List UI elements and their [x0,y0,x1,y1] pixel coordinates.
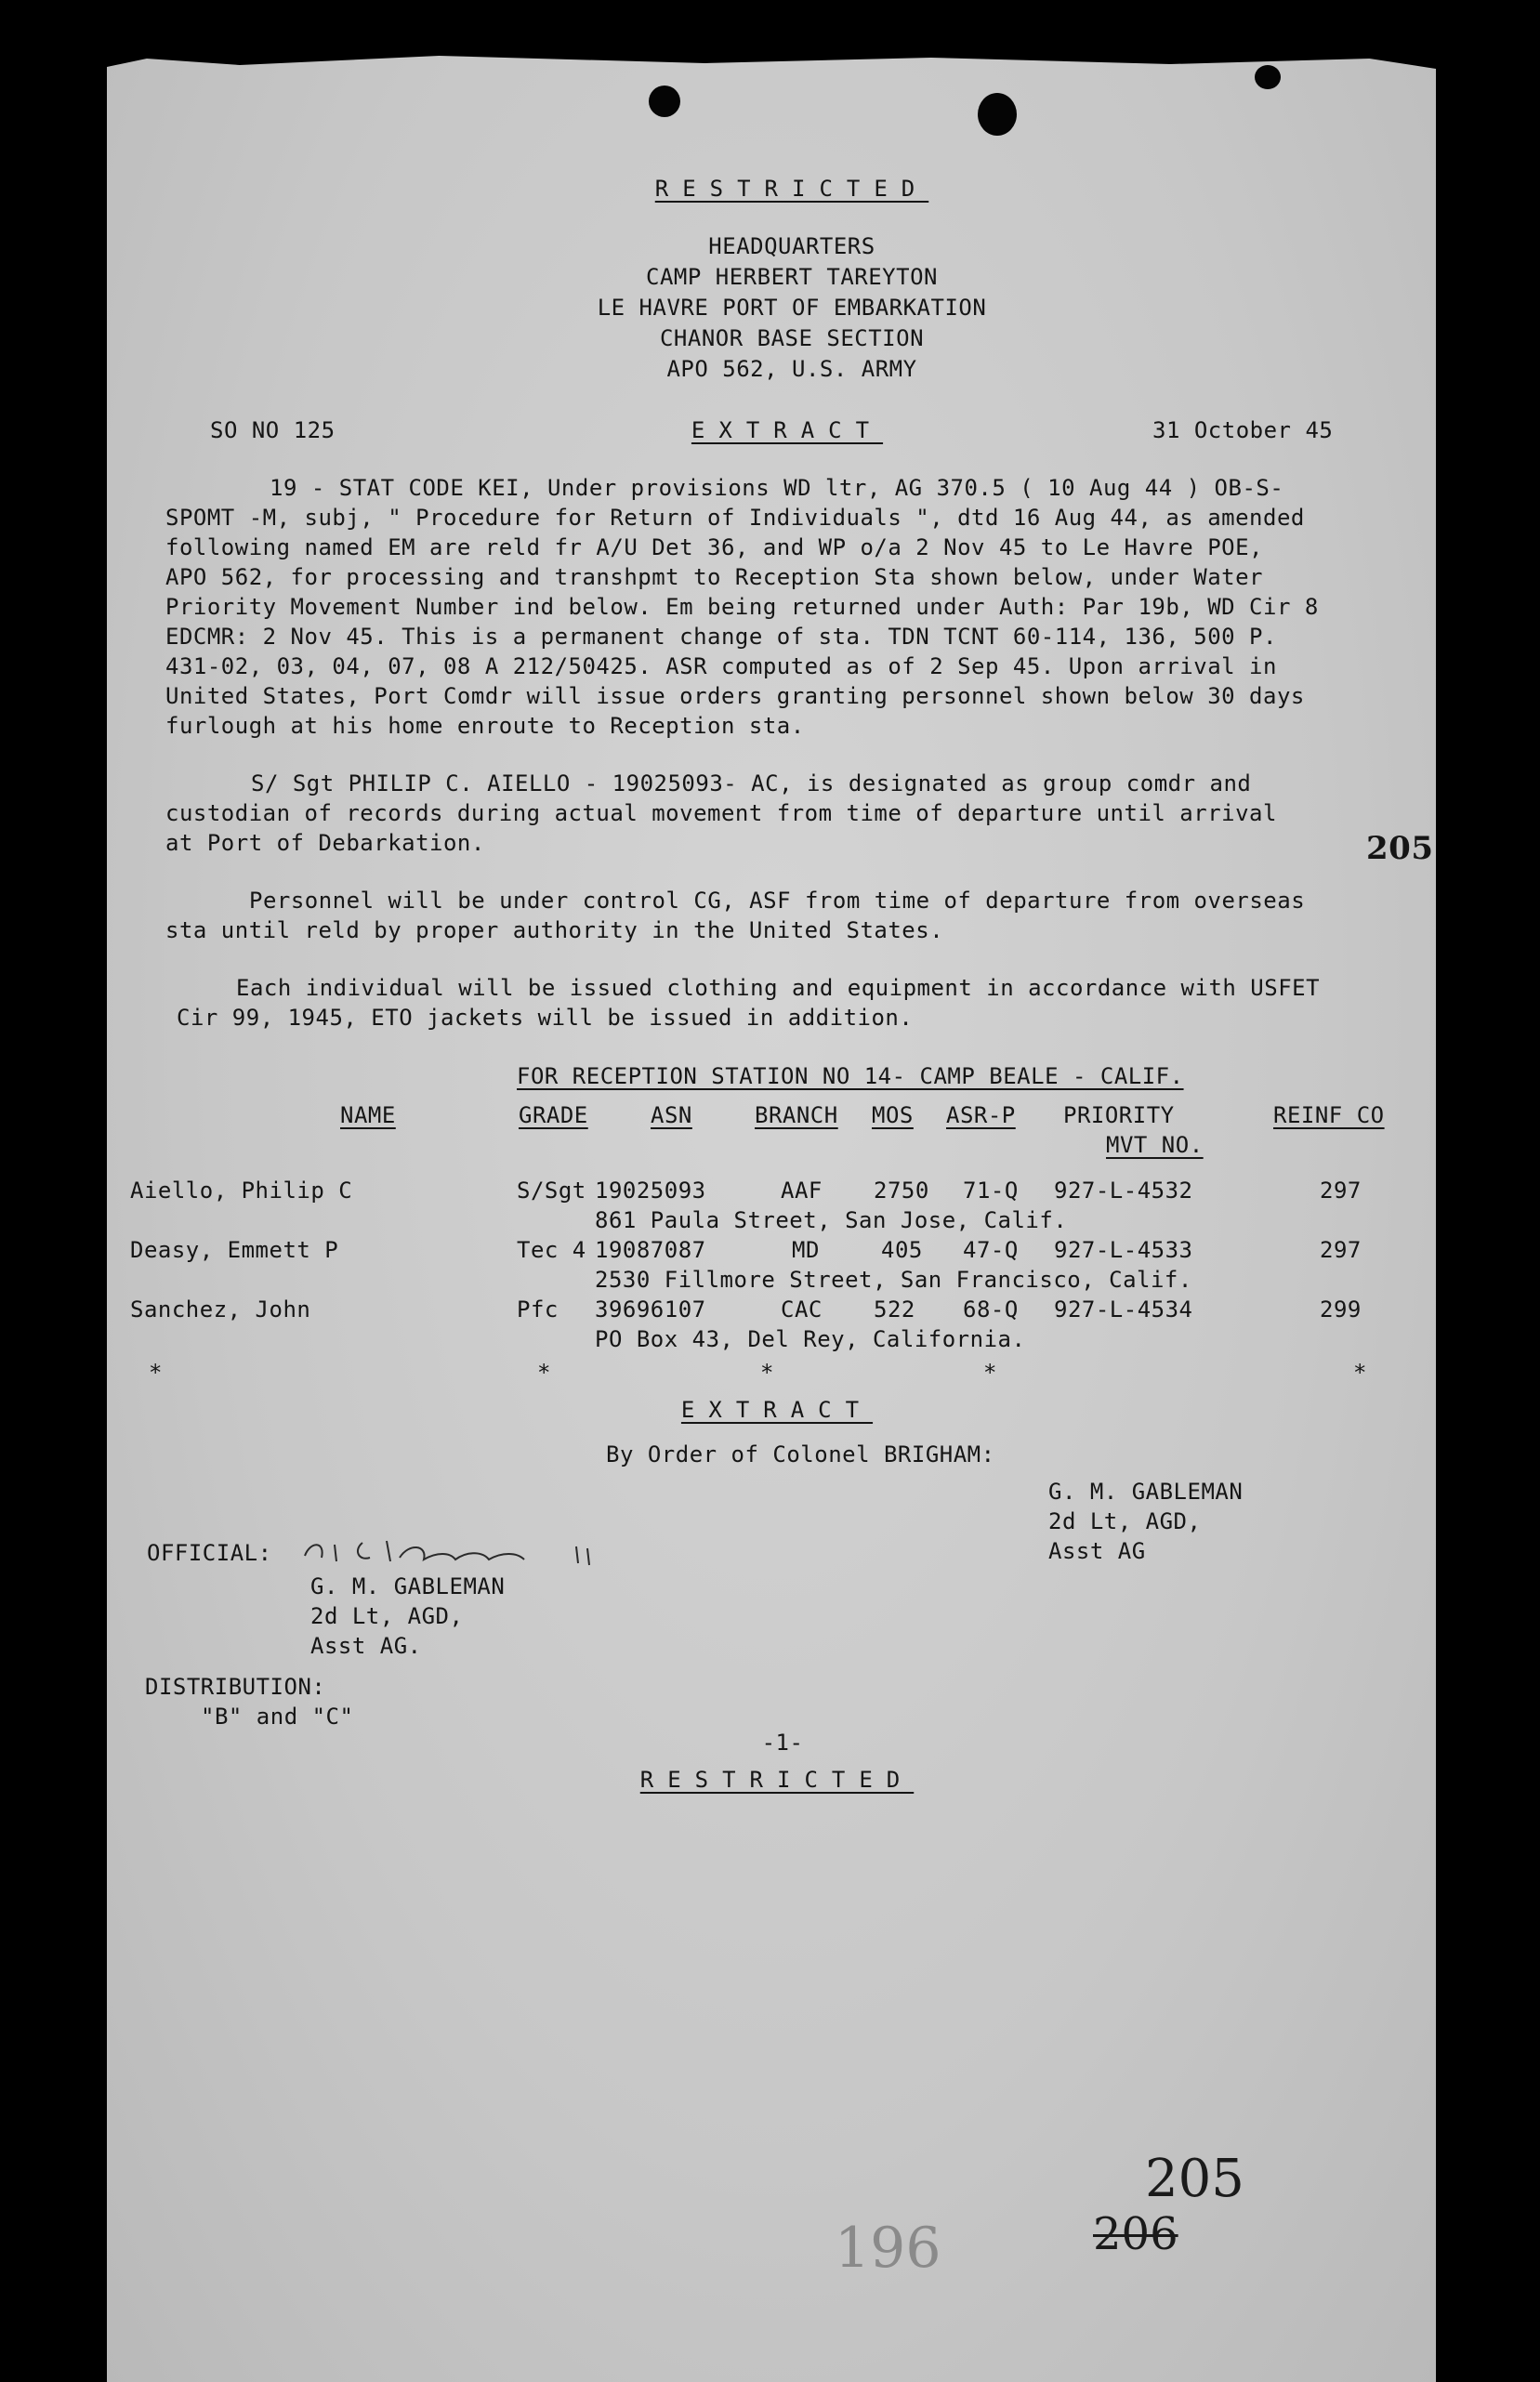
paragraph-line: Personnel will be under control CG, ASF from time of departure from overseas [249,888,1306,914]
order-date: 31 October 45 [1152,417,1334,443]
hq-line: LE HAVRE PORT OF EMBARKATION [597,295,987,321]
punch-hole [978,93,1017,136]
asterisk: * [537,1360,551,1386]
paragraph-line: custodian of records during actual movement from time of departure until arrival [165,800,1277,826]
table-cell: 299 [1320,1296,1362,1323]
column-header-branch: BRANCH [755,1102,838,1128]
handwritten-signature [297,1524,604,1580]
paragraph-line: sta until reld by proper authority in the United States. [165,917,944,943]
column-header-priority: PRIORITY [1063,1102,1175,1128]
table-cell: 405 [881,1237,923,1263]
paragraph-line: 431-02, 03, 04, 07, 08 A 212/50425. ASR computed as of 2 Sep 45. Upon arrival in [165,653,1277,679]
paragraph-line: at Port of Debarkation. [165,830,485,856]
official-line: 2d Lt, AGD, [310,1603,464,1629]
official-line: G. M. GABLEMAN [310,1573,506,1599]
table-cell: 71-Q [963,1178,1019,1204]
signer-line: 2d Lt, AGD, [1048,1508,1202,1534]
column-header-mos: MOS [872,1102,914,1128]
table-cell: 39696107 [595,1296,706,1323]
classification-bottom: RESTRICTED [639,1767,915,1793]
table-cell: Tec 4 [517,1237,586,1263]
faint-handwritten-number: 196 [835,2216,941,2281]
table-cell-address: PO Box 43, Del Rey, California. [595,1326,1026,1352]
asterisk: * [983,1360,997,1386]
table-cell-address: 861 Paula Street, San Jose, Calif. [595,1207,1068,1233]
table-cell: CAC [781,1296,823,1323]
hq-line: APO 562, U.S. ARMY [666,356,917,382]
column-header-reinf: REINF CO [1273,1102,1385,1128]
paragraph-line: S/ Sgt PHILIP C. AIELLO - 19025093- AC, is designated as group comdr and [251,770,1252,796]
column-header-asr: ASR-P [946,1102,1016,1128]
distribution-value: "B" and "C" [201,1704,354,1730]
extract-title: EXTRACT [691,417,884,443]
hq-line: CAMP HERBERT TAREYTON [646,264,938,290]
paragraph-line: furlough at his home enroute to Reception sta. [165,713,805,739]
handwritten-page-number: 205 [1145,2149,1244,2209]
paragraph-line: Priority Movement Number ind below. Em being returned under Auth: Par 19b, WD Cir 8 [165,594,1319,620]
paragraph-line: SPOMT -M, subj, " Procedure for Return of Individuals ", dtd 16 Aug 44, as amended [165,505,1305,531]
paragraph-line: Each individual will be issued clothing and equipment in accordance with USFET [236,975,1321,1001]
column-header-name: NAME [340,1102,396,1128]
table-cell: 927-L-4532 [1054,1178,1193,1204]
table-cell: MD [792,1237,820,1263]
classification-top: RESTRICTED [654,176,929,202]
order-number: SO NO 125 [210,417,336,443]
paragraph-line: EDCMR: 2 Nov 45. This is a permanent change of sta. TDN TCNT 60-114, 136, 500 P. [165,624,1277,650]
by-order-line: By Order of Colonel BRIGHAM: [606,1441,995,1467]
table-cell: 297 [1320,1237,1362,1263]
asterisk: * [1353,1360,1367,1386]
punch-hole [649,86,680,117]
official-label: OFFICIAL: [147,1540,272,1566]
table-cell: 19025093 [595,1178,706,1204]
table-cell: 297 [1320,1178,1362,1204]
paragraph-line: following named EM are reld fr A/U Det 36, and WP o/a 2 Nov 45 to Le Havre POE, [165,534,1263,560]
asterisk: * [149,1360,163,1386]
table-cell: 2750 [874,1178,929,1204]
extract-footer: EXTRACT [680,1397,874,1423]
table-cell: 522 [874,1296,915,1323]
table-cell: 927-L-4534 [1054,1296,1193,1323]
table-cell: 47-Q [963,1237,1019,1263]
table-cell: 68-Q [963,1296,1019,1323]
asterisk: * [760,1360,774,1386]
signer-line: Asst AG [1048,1538,1146,1564]
table-row: Deasy, Emmett P [130,1237,339,1263]
table-cell-address: 2530 Fillmore Street, San Francisco, Calif. [595,1267,1192,1293]
column-header-asn: ASN [651,1102,692,1128]
official-line: Asst AG. [310,1633,422,1659]
hq-line: CHANOR BASE SECTION [659,325,925,351]
table-cell: S/Sgt [517,1178,586,1204]
signer-line: G. M. GABLEMAN [1048,1479,1244,1505]
table-row: Sanchez, John [130,1296,311,1323]
table-cell: Pfc [517,1296,559,1323]
punch-hole [1255,65,1281,89]
table-cell: 19087087 [595,1237,706,1263]
margin-page-number: 205 [1366,830,1434,867]
table-cell: 927-L-4533 [1054,1237,1193,1263]
hq-line: HEADQUARTERS [708,233,875,259]
struck-page-number: 206 [1093,2208,1178,2260]
page-number: -1- [761,1730,804,1756]
table-heading: FOR RECEPTION STATION NO 14- CAMP BEALE - CALIF. [517,1063,1184,1089]
paragraph-line: United States, Port Comdr will issue orders granting personnel shown below 30 days [165,683,1305,709]
column-header-grade: GRADE [519,1102,588,1128]
table-cell: AAF [781,1178,823,1204]
paragraph-line: Cir 99, 1945, ETO jackets will be issued in addition. [177,1005,914,1031]
paragraph-line: APO 562, for processing and transhpmt to Reception Sta shown below, under Water [165,564,1263,590]
table-row: Aiello, Philip C [130,1178,353,1204]
paragraph-line: 19 - STAT CODE KEI, Under provisions WD ltr, AG 370.5 ( 10 Aug 44 ) OB-S- [270,475,1284,501]
distribution-label: DISTRIBUTION: [145,1674,326,1700]
column-header-mvt: MVT NO. [1106,1132,1204,1158]
